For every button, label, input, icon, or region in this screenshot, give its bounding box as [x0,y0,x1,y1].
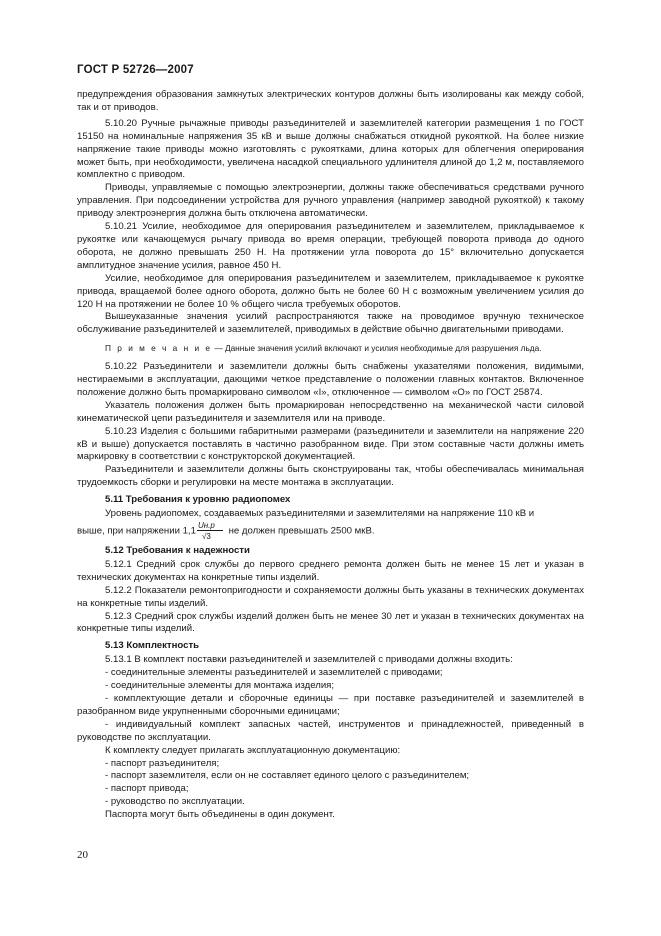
list-item: - индивидуальный комплект запасных частей, инструментов и принадлежностей, приведенный в руководстве по эксплуатации. [77,718,584,743]
list-item: - паспорт привода; [105,783,189,795]
fraction-numerator: Uн.р [197,521,215,530]
paragraph: Уровень радиопомех, создаваемых разъединителями и заземлителями на напряжение 110 кВ и [105,508,535,520]
paragraph: Указатель положения должен быть промаркирован непосредственно на механической части силовой кинематической цепи разъединителя и заземлителя или на приводе. [77,399,584,424]
voltage-fraction [196,521,224,541]
paragraph: Паспорта могут быть объединены в один документ. [105,809,335,821]
list-item: - соединительные элементы разъединителей и заземлителей с приводами; [105,667,443,679]
list-item: - комплектующие детали и сборочные единицы — при поставке разъединителей и заземлителей в разобранном виде укрупненными сборочными единицами; [77,692,584,717]
formula-line [77,521,584,541]
note-label: П р и м е ч а н и е [105,343,213,354]
clause-5-12-3: 5.12.3 Средний срок службы изделий должен быть не менее 30 лет и указан в технических документах на конкретные типы изделий. [77,610,584,635]
standard-header: ГОСТ Р 52726—2007 [77,64,194,76]
formula-suffix: не должен превышать 2500 мкВ. [225,525,375,537]
paragraph: Разъединители и заземлители должны быть сконструированы так, чтобы обеспечивалась минимальная трудоемкость сборки и регулировки на месте монтажа в эксплуатации. [77,464,584,489]
paragraph: К комплекту следует прилагать эксплуатационную документацию: [105,744,401,756]
note [77,342,584,355]
clause-5-12-2: 5.12.2 Показатели ремонтопригодности и сохраняемости должны быть указаны в технических документах на конкретные типы изделий. [77,584,584,609]
fraction-denominator: √3 [201,532,211,541]
section-heading-5-13: 5.13 Комплектность [105,640,200,652]
section-heading-5-11: 5.11 Требования к уровню радиопомех [105,494,291,506]
list-item: - паспорт заземлителя, если он не составляет единого целого с разъединителем; [105,770,470,782]
clause-5-10-20: 5.10.20 Ручные рычажные приводы разъединителей и заземлителей категории размещения 1 по ГОСТ 15150 на номинальные напряжения 35 кВ и выше должны снабжаться откидной рукояткой. На более низкие напряжение такие приводы можно изготовлять с рукоятками, длина которых для облегчения оперирования может быть, при необходимости, увеличена насадкой специального удлинителя длиной до 1,2 м, поставляемого комплектно с приводом. [77,117,584,181]
document-body [77,89,584,822]
page-number: 20 [77,849,88,861]
clause-5-13-1: 5.13.1 В комплект поставки разъединителей и заземлителей с приводами должны входить: [105,654,513,666]
list-item: - соединительные элементы для монтажа изделия; [105,680,335,692]
clause-5-12-1: 5.12.1 Средний срок службы до первого среднего ремонта должен быть не менее 15 лет и указан в технических документах на конкретные типы изделий. [77,558,584,583]
paragraph: предупреждения образования замкнутых электрических контуров должны быть изолированы как между собой, так и от приводов. [77,89,584,113]
list-item: - руководство по эксплуатации. [105,796,245,808]
paragraph: Вышеуказанные значения усилий распространяются также на проводимое вручную техническое обслуживание разъединителей и заземлителей, приводимых в действие обычно двигательными приводами. [77,311,584,336]
note-text: — Данные значения усилий включают и усилия необходимые для разрушения льда. [212,343,542,354]
list-item: - паспорт разъединителя; [105,757,220,769]
clause-5-10-23: 5.10.23 Изделия с большими габаритными размерами (разъединители и заземлители на напряжение 220 кВ и выше) допускается поставлять в частично разобранном виде. При этом составные части должны иметь маркировку в соответствии с конструкторской документацией. [77,425,584,463]
paragraph: Приводы, управляемые с помощью электроэнергии, должны также обеспечиваться средствами ручного управления. При подсоединении устройства для ручного управления (например заводной рукояткой) к такому приводу электроэнергия должна быть отключена автоматически. [77,182,584,220]
formula-prefix: выше, при напряжении 1,1 [77,525,196,537]
section-heading-5-12: 5.12 Требования к надежности [105,545,250,556]
paragraph: Усилие, необходимое для оперирования разъединителем и заземлителем, прикладываемое к рукоятке привода, вращаемой более одного оборота, должно быть не более 60 Н с возможным увеличением усилия до 120 Н на протяжении не более 10 % общего числа требуемых оборотов. [77,272,584,310]
clause-5-10-22: 5.10.22 Разъединители и заземлители должны быть снабжены указателями положения, видимыми, нестираемыми в эксплуатации, дающими четкое представление о положении главных контактов. Включенное положение должно быть промаркировано символом «I», отключенное — символом «O» по ГОСТ 25874. [77,361,584,398]
clause-5-10-21: 5.10.21 Усилие, необходимое для оперирования разъединителем и заземлителем, прикладываемое к рукоятке или качающемуся рычагу привода во время операции, требующей поворота привода до одного оборота, не должно превышать 250 Н. На протяжении угла поворота до 15° включительно допускается амплитудное значение усилия, равное 450 Н. [77,221,584,271]
